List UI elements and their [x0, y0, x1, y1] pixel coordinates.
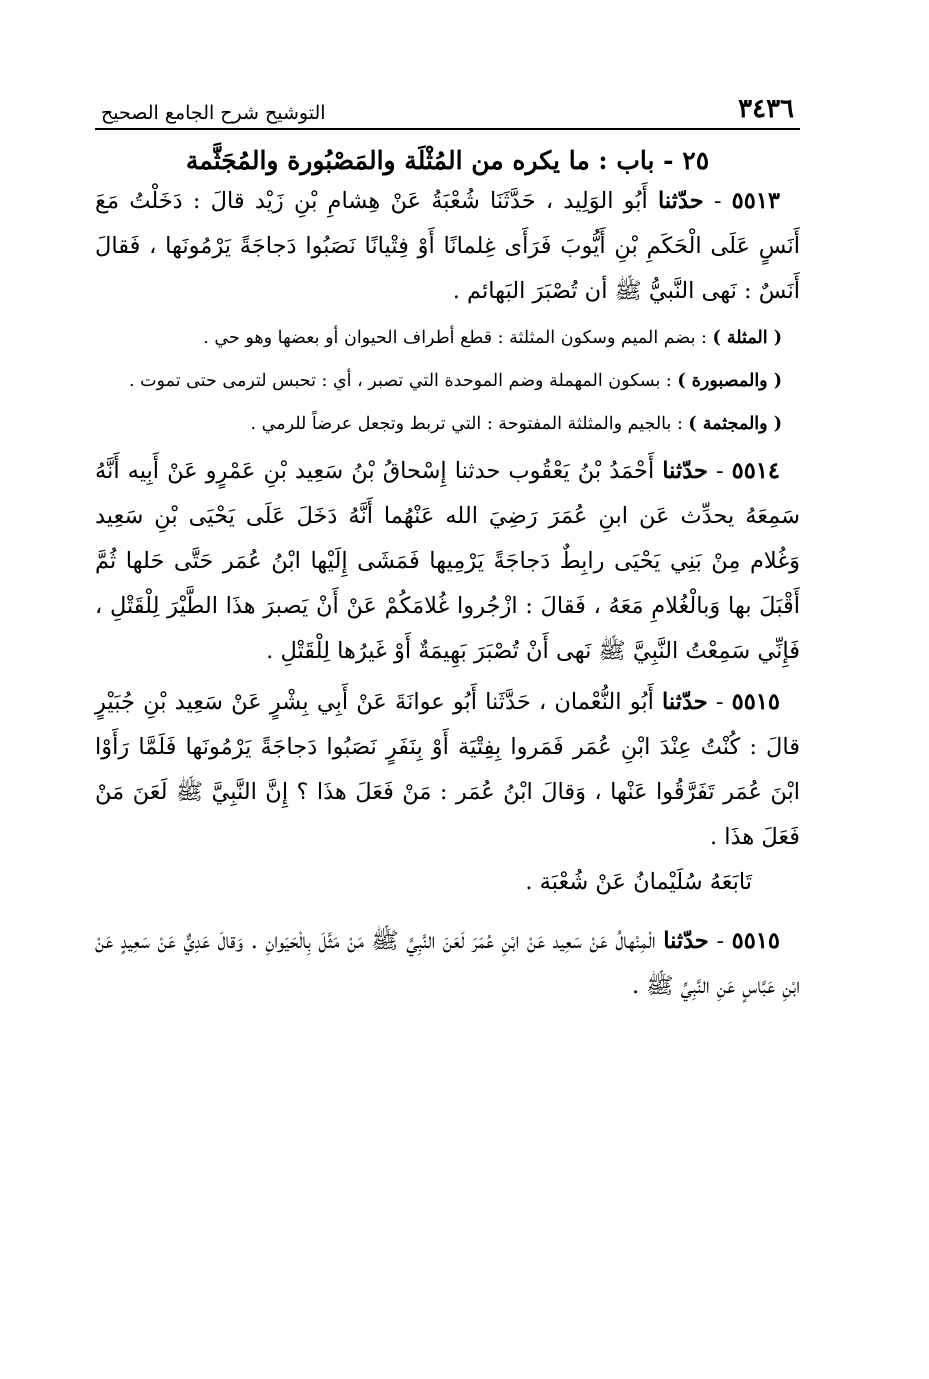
hadith-separator: - — [707, 689, 732, 715]
note-masbura — [95, 363, 800, 400]
hadith-text: الْمِنْهالُ عَنْ سَعِيد عَنْ ابْنِ عُمَرَ لَعَنَ النَّبِيَّ ﷺ مَنْ مَثَّلَ بِالْحَيَوانِ . وَقالَ عَدِيٌّ عَنْ سَعِيدٍ عَنْ ابْنِ عَبَّاسٍ عَنِ النَّبِيِّ ﷺ . — [95, 928, 800, 999]
hadith-5515b — [95, 919, 800, 1009]
note-muthla — [95, 320, 800, 357]
note-term: ( والمصبورة ) — [677, 371, 782, 391]
note-text: : بضم الميم وسكون المثلثة : قطع أطراف الحيوان أو بعضها وهو حي . — [203, 328, 713, 348]
note-term: ( والمجثمة ) — [688, 414, 782, 434]
hadith-text: أَحْمَدُ بْنُ يَعْقُوب حدثنا إِسْحاقُ بْنُ سَعِيد بْنِ عَمْرٍو عَنْ أَبِيه أَنَّهُ سَمِعَهُ يحدِّث عَن ابنِ عُمَرَ رَضِيَ الله عَنْهُما أَنَّهُ دَخَلَ عَلَى يَحْيَى بْنِ سَعِيد وَغُلام مِنْ بَنِي يَحْيَى رابِطٌ دَجاجَةً يَرْمِيها فَمَشَى إِلَيْها ابْنُ عُمَر حَتَّى حَلها ثُمَّ أَقْبَلَ بها وَبالْغُلامِ مَعَهُ ، فَقالَ : ازْجُروا غُلامَكُمْ عَنْ أَنْ يَصبرَ هذَا الطَّيْرَ لِلْقَتْلِ ، فَإِنِّي سَمِعْتُ النَّبِيَّ ﷺ نَهى أَنْ تُصْبَرَ بَهِيمَةٌ أَوْ غَيرُها لِلْقَتْلِ . — [95, 458, 800, 664]
page-header — [95, 82, 800, 130]
hadith-text: أَبُو النُّعْمان ، حَدَّثَنا أَبُو عوانَةَ عَنْ أَبِي بِشْرٍ عَنْ سَعِيد بْنِ جُبَيْرٍ قالَ : كُنْتُ عِنْدَ ابْنِ عُمَر فَمَروا بِفِتْيَة أَوْ بِنَفَرٍ نَصَبُوا دَجاجَةً يَرْمُونَها فَلَمَّا رَأَوْا ابْنَ عُمَر تَفَرَّقُوا عَنْها ، وَقالَ ابْنُ عُمَر : مَنْ فَعَلَ هذَا ؟ إِنَّ النَّبِيَّ ﷺ لَعَنَ مَنْ فَعَلَ هذَا . — [95, 689, 800, 850]
hadith-separator: - — [703, 188, 732, 214]
note-mujaththama — [95, 406, 800, 443]
hadith-lead: حدّثنا — [663, 928, 709, 954]
hadith-lead: حدّثنا — [662, 689, 708, 715]
hadith-5513 — [95, 179, 800, 314]
note-text: : بسكون المهملة وضم الموحدة التي تصبر ، أي : تحبس لترمى حتى تموت . — [128, 371, 678, 391]
hadith-5515a — [95, 680, 800, 860]
hadith-number: ٥٥١٥ — [731, 928, 780, 954]
hadith-number: ٥٥١٤ — [731, 458, 780, 484]
note-term: ( المثلة ) — [712, 328, 782, 348]
hadith-text: أَبُو الوَلِيد ، حَدَّثَنَا شُعْبَةُ عَنْ هِشامِ بْنِ زَيْد قالَ : دَخَلْتُ مَعَ أَنَسٍ عَلَى الْحَكَمِ بْنِ أَيُّوبَ فَرَأَى غِلمانًا أَوْ فِتْيانًا نَصَبُوا دَجاجَةً يَرْمُونَها ، فَقالَ أَنَسٌ : نَهى النَّبيُّ ﷺ أن تُصْبَرَ البَهائم . — [95, 188, 800, 304]
hadith-lead: حدّثنا — [662, 458, 708, 484]
page-number: ٣٤٣٦ — [738, 94, 794, 124]
hadith-number: ٥٥١٣ — [731, 188, 780, 214]
hadith-5514 — [95, 449, 800, 674]
mutabaa-line: تَابَعَهُ سُلَيْمانُ عَنْ شُعْبَة . — [525, 869, 752, 895]
hadith-lead: حدّثنا — [658, 188, 704, 214]
chapter-title: ٢٥ - باب : ما يكره من المُثْلَة والمَصْبُورة والمُجَثَّمة — [185, 146, 710, 175]
running-title: التوشيح شرح الجامع الصحيح — [101, 102, 326, 124]
hadith-separator: - — [707, 458, 732, 484]
note-text: : بالجيم والمثلثة المفتوحة : التي تربط وتجعل عرضاً للرمي . — [250, 414, 689, 434]
book-page — [95, 82, 800, 1009]
hadith-separator: - — [708, 928, 732, 954]
hadith-number: ٥٥١٥ — [731, 689, 780, 715]
